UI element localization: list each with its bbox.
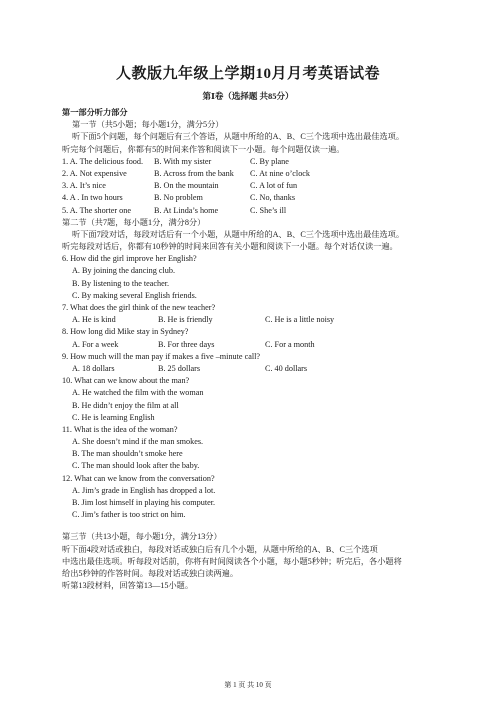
option-b: B. He didn’t enjoy the film at all [72, 400, 179, 410]
option-a: 4. A . In two hours [62, 193, 123, 203]
page-title: 人教版九年级上学期10月月考英语试卷 [115, 66, 380, 82]
section3-instruction: 中选出最佳选项。听每段对话前，你将有时间阅读各个小题，每小题5秒钟；听完后，各小题将 [62, 556, 402, 566]
option-b: B. With my sister [154, 156, 212, 166]
option-a: A. He watched the film with the woman [72, 388, 204, 398]
part-heading: 第一部分听力部分 [62, 108, 128, 117]
question-row [62, 180, 462, 192]
question-row [62, 156, 462, 168]
section3-header: 第三节（共13小题，每小题1分，满分13分） [62, 532, 222, 542]
question-stem: 9. How much will the man pay if makes a five –minute call? [62, 351, 261, 361]
option-a: 1. A. The delicious food. [62, 156, 144, 166]
question-options [62, 363, 462, 375]
question-options [62, 339, 462, 351]
option-b: B. On the mountain [154, 181, 219, 191]
question-stem: 10. What can we know about the man? [62, 376, 190, 386]
section2-instruction: 听完每段对话后，你都有10秒钟的时间来回答有关小题和阅读下一小题。每个对话仅读一遍。 [62, 242, 398, 252]
option-c: C. The man should look after the baby. [72, 461, 200, 471]
option-b: B. The man shouldn’t smoke here [72, 449, 183, 459]
exam-content [62, 107, 462, 592]
option-b: B. For three days [158, 339, 215, 349]
option-b: B. By listening to the teacher. [72, 278, 170, 288]
option-a: A. 18 dollars [72, 363, 115, 373]
option-a: A. He is kind [72, 315, 116, 325]
option-c: C. He is learning English [72, 412, 155, 422]
option-b: B. 25 dollars [158, 363, 201, 373]
option-a: 3. A. It’s nice [62, 181, 106, 191]
section1-instruction: 听下面5个问题，每个问题后有三个答语，从题中所给的A、B、C三个选项中选出最佳选项。 [72, 132, 405, 142]
section-subtitle: 第Ⅰ卷（选择题 共85分） [202, 91, 294, 101]
option-c: C. At nine o’clock [250, 168, 311, 178]
question-stem: 7. What does the girl think of the new teacher? [62, 303, 216, 312]
question-row [62, 205, 462, 217]
option-c: C. A lot of fun [250, 181, 298, 191]
option-a: 5. A. The shorter one [62, 205, 131, 215]
option-c: C. By plane [250, 156, 289, 166]
section3-instruction: 给出5秒钟的作答时间。每段对话或独白读两遍。 [62, 568, 239, 578]
section2-instruction: 听下面7段对话，每段对话后有一个小题，从题中所给的A、B、C三个选项中选出最佳选项。 [72, 229, 405, 239]
section1-instruction: 听完每个问题后，你都有5的时间来作答和阅读下一小题。每个问题仅读一遍。 [62, 144, 345, 154]
spacer [62, 521, 462, 531]
option-c: C. For a month [265, 339, 315, 349]
question-stem: 8. How long did Mike stay in Sydney? [62, 327, 189, 337]
question-options [62, 314, 462, 326]
section3-instruction: 听下面4段对话或独白，每段对话或独白后有几个小题，从题中所给的A、B、C三个选项 [62, 544, 378, 554]
option-a: A. She doesn’t mind if the man smokes. [72, 437, 204, 447]
option-c: C. Jim’s father is too strict on him. [72, 510, 186, 520]
option-a: A. For a week [72, 339, 119, 349]
option-a: A. Jim’s grade in English has dropped a lot. [72, 485, 216, 495]
option-c: C. 40 dollars [265, 363, 308, 373]
option-b: B. Across from the bank [154, 168, 234, 178]
option-b: B. At Linda’s home [154, 205, 219, 215]
option-c: C. No, thanks [250, 193, 296, 203]
option-c: C. She’s ill [250, 205, 287, 215]
question-row [62, 168, 462, 180]
question-row [62, 192, 462, 204]
question-stem: 6. How did the girl improve her English? [62, 254, 197, 264]
section2-header: 第二节（共7题，每小题1分，满分8分） [62, 217, 206, 227]
option-c: C. He is a little noisy [265, 315, 335, 325]
option-a: 2. A. Not expensive [62, 168, 127, 178]
question-stem: 12. What can we know from the conversation? [62, 473, 215, 483]
option-b: B. Jim lost himself in playing his computer. [72, 498, 216, 507]
section1-header: 第一节（共5小题；每小题1分，满分5分） [72, 120, 224, 130]
option-b: B. No problem [154, 193, 203, 203]
question-stem: 11. What is the idea of the woman? [62, 424, 178, 434]
option-b: B. He is friendly [158, 315, 213, 325]
section3-instruction: 听第13段材料，回答第13—15小题。 [62, 581, 194, 591]
option-a: A. By joining the dancing club. [72, 266, 176, 276]
option-c: C. By making several English friends. [72, 290, 197, 300]
page-footer: 第 1 页 共 10 页 [224, 681, 272, 689]
